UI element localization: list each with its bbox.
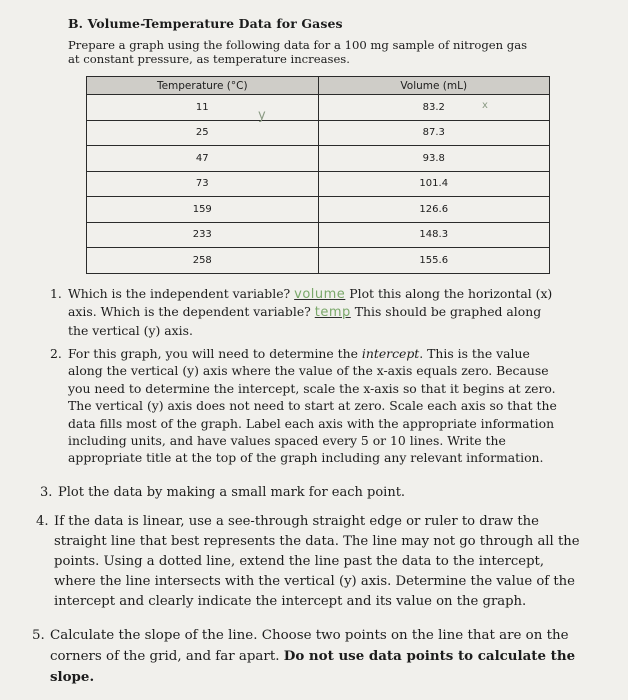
- section-title: B. Volume-Temperature Data for Gases: [68, 16, 343, 31]
- table-row: [87, 120, 550, 146]
- table-row: [87, 248, 550, 274]
- bold-instruction: Do not use data points to calculate the slope.: [50, 648, 576, 685]
- temperature-cell: 25: [87, 120, 319, 146]
- temperature-cell: 11: [87, 95, 319, 121]
- emphasis-intercept: intercept: [361, 346, 420, 361]
- table-row: [87, 95, 550, 121]
- volume-header: Volume (mL): [318, 77, 550, 95]
- handwritten-y-mark: y: [258, 108, 266, 123]
- question-text: Plot this along the horizontal (x) axis. Which is the dependent variable?: [68, 286, 553, 320]
- question-text: Calculate the slope of the line. Choose two points on the line that are on the corners of the grid, and far apart.: [50, 628, 569, 664]
- question-number: 2.: [50, 346, 62, 361]
- temperature-cell: 159: [87, 197, 319, 223]
- volume-cell: 155.6: [318, 248, 550, 274]
- question-text: For this graph, you will need to determine the: [68, 346, 362, 361]
- temperature-cell: 233: [87, 222, 319, 248]
- question-number: 3.: [40, 485, 53, 500]
- volume-cell: 87.3: [318, 120, 550, 146]
- intro-paragraph: Prepare a graph using the following data for a 100 mg sample of nitrogen gas at constant pressure, as temperature increases.: [68, 38, 528, 66]
- question-number: 5.: [32, 628, 45, 643]
- question-4: [36, 512, 584, 612]
- table-row: [87, 197, 550, 223]
- question-5: [32, 626, 598, 688]
- question-1: [50, 285, 558, 339]
- volume-cell: 126.6: [318, 197, 550, 223]
- question-text: . This is the value along the vertical (y) axis where the value of the x-axis equals zero. Because you need to determine the intercept, scale the x-axis so that it begins at zero. The vertical (y) axis does not need to start at zero. Scale each axis so that the data fills most of the graph. Label each axis with the appropriate information including units, and have values spaced every 5 or 10 lines. Write the appropriate title at the top of the graph including any relevant information.: [68, 346, 557, 466]
- temperature-header: Temperature (°C): [87, 77, 319, 95]
- table-row: [87, 146, 550, 172]
- volume-cell: 93.8: [318, 146, 550, 172]
- handwritten-x-mark: x: [482, 100, 488, 111]
- question-text: If the data is linear, use a see-through straight edge or ruler to draw the straight line that best represents the data. The line may not go through all the points. Using a dotted line, extend the line past the data to the intercept, where the line intersects with the vertical (y) axis. Determine the value of the intercept and clearly indicate the intercept and its value on the graph.: [54, 514, 580, 609]
- table-row: [87, 222, 550, 248]
- handwritten-answer-dependent: temp: [314, 305, 351, 321]
- question-3: [40, 484, 578, 501]
- table-row: [87, 171, 550, 197]
- volume-cell: 148.3: [318, 222, 550, 248]
- question-text: This should be graphed along the vertical (y) axis.: [68, 304, 542, 338]
- question-text: Plot the data by making a small mark for each point.: [58, 485, 406, 500]
- temperature-cell: 258: [87, 248, 319, 274]
- handwritten-answer-independent: volume: [294, 287, 346, 302]
- data-table: [86, 76, 550, 274]
- volume-cell: 83.2: [318, 95, 550, 121]
- temperature-cell: 73: [87, 171, 319, 197]
- question-number: 4.: [36, 514, 49, 529]
- question-text: Which is the independent variable?: [68, 286, 291, 301]
- question-2: [50, 345, 566, 467]
- question-number: 1.: [50, 286, 62, 301]
- volume-cell: 101.4: [318, 171, 550, 197]
- temperature-cell: 47: [87, 146, 319, 172]
